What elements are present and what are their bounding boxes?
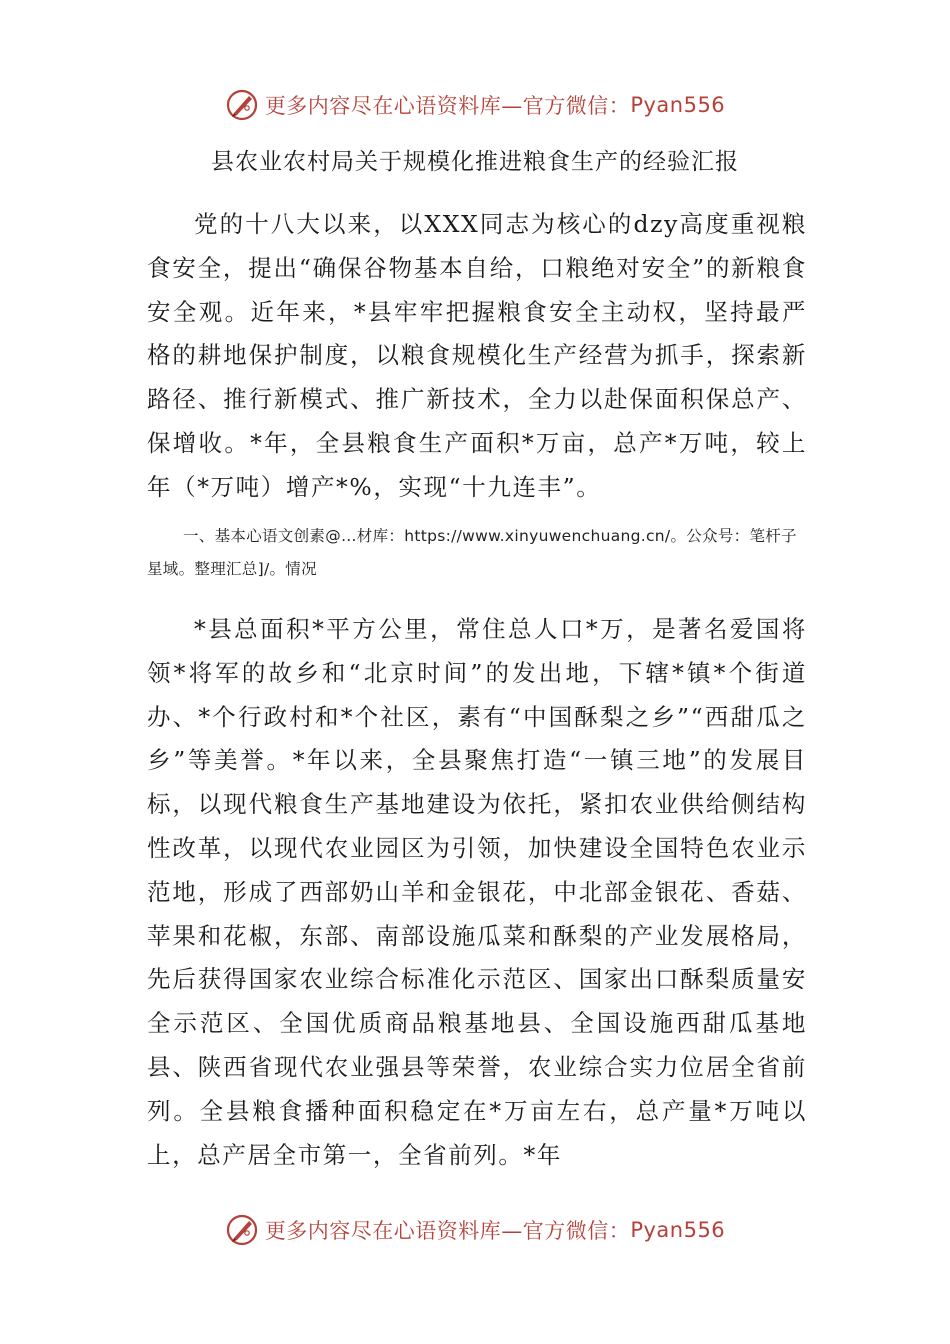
watermark-text: 更多内容尽在心语资料库—官方微信： xyxy=(264,1219,631,1243)
section-heading-note: 一、基本心语文创素@…材库：https://www.xinyuwenchuang.cn/。公众号：笔杆子星域。整理汇总]/。情况 xyxy=(147,527,797,578)
pen-circle-logo-icon xyxy=(225,88,259,122)
pen-circle-logo-icon xyxy=(225,1213,259,1247)
watermark-footer xyxy=(0,1208,950,1252)
watermark-handle: Pyan556 xyxy=(630,93,726,117)
paragraph-county-overview: *县总面积*平方公里，常住总人口*万，是著名爱国将领*将军的故乡和“北京时间”的发出地，下辖*镇*个街道办、*个行政村和*个社区，素有“中国酥梨之乡”“西甜瓜之乡”等美誉。*年以来，全县聚焦打造“一镇三地”的发展目标，以现代粮食生产基地建设为依托，紧扣农业供给侧结构性改革，以现代农业园区为引领，加快建设全国特色农业示范地，形成了西部奶山羊和金银花，中北部金银花、香菇、苹果和花椒，东部、南部设施瓜菜和酥梨的产业发展格局，先后获得国家农业综合标准化示范区、国家出口酥梨质量安全示范区、全国优质商品粮基地县、全国设施西甜瓜基地县、陕西省现代农业强县等荣誉，农业综合实力位居全省前列。全县粮食播种面积稳定在*万亩左右，总产量*万吨以上，总产居全市第一，全省前列。*年 xyxy=(147,615,807,1169)
watermark-header xyxy=(0,83,950,127)
document-title: 县农业农村局关于规模化推进粮食生产的经验汇报 xyxy=(211,149,739,175)
watermark-handle: Pyan556 xyxy=(630,1218,726,1242)
paragraph-intro: 党的十八大以来，以XXX同志为核心的dzy高度重视粮食安全，提出“确保谷物基本自给，口粮绝对安全”的新粮食安全观。近年来，*县牢牢把握粮食安全主动权，坚持最严格的耕地保护制度，以粮食规模化生产经营为抓手，探索新路径、推行新模式、推广新技术，全力以赴保面积保总产、保增收。*年，全县粮食生产面积*万亩，总产*万吨，较上年（*万吨）增产*%，实现“十九连丰”。 xyxy=(147,210,807,501)
watermark-text: 更多内容尽在心语资料库—官方微信： xyxy=(264,94,631,118)
